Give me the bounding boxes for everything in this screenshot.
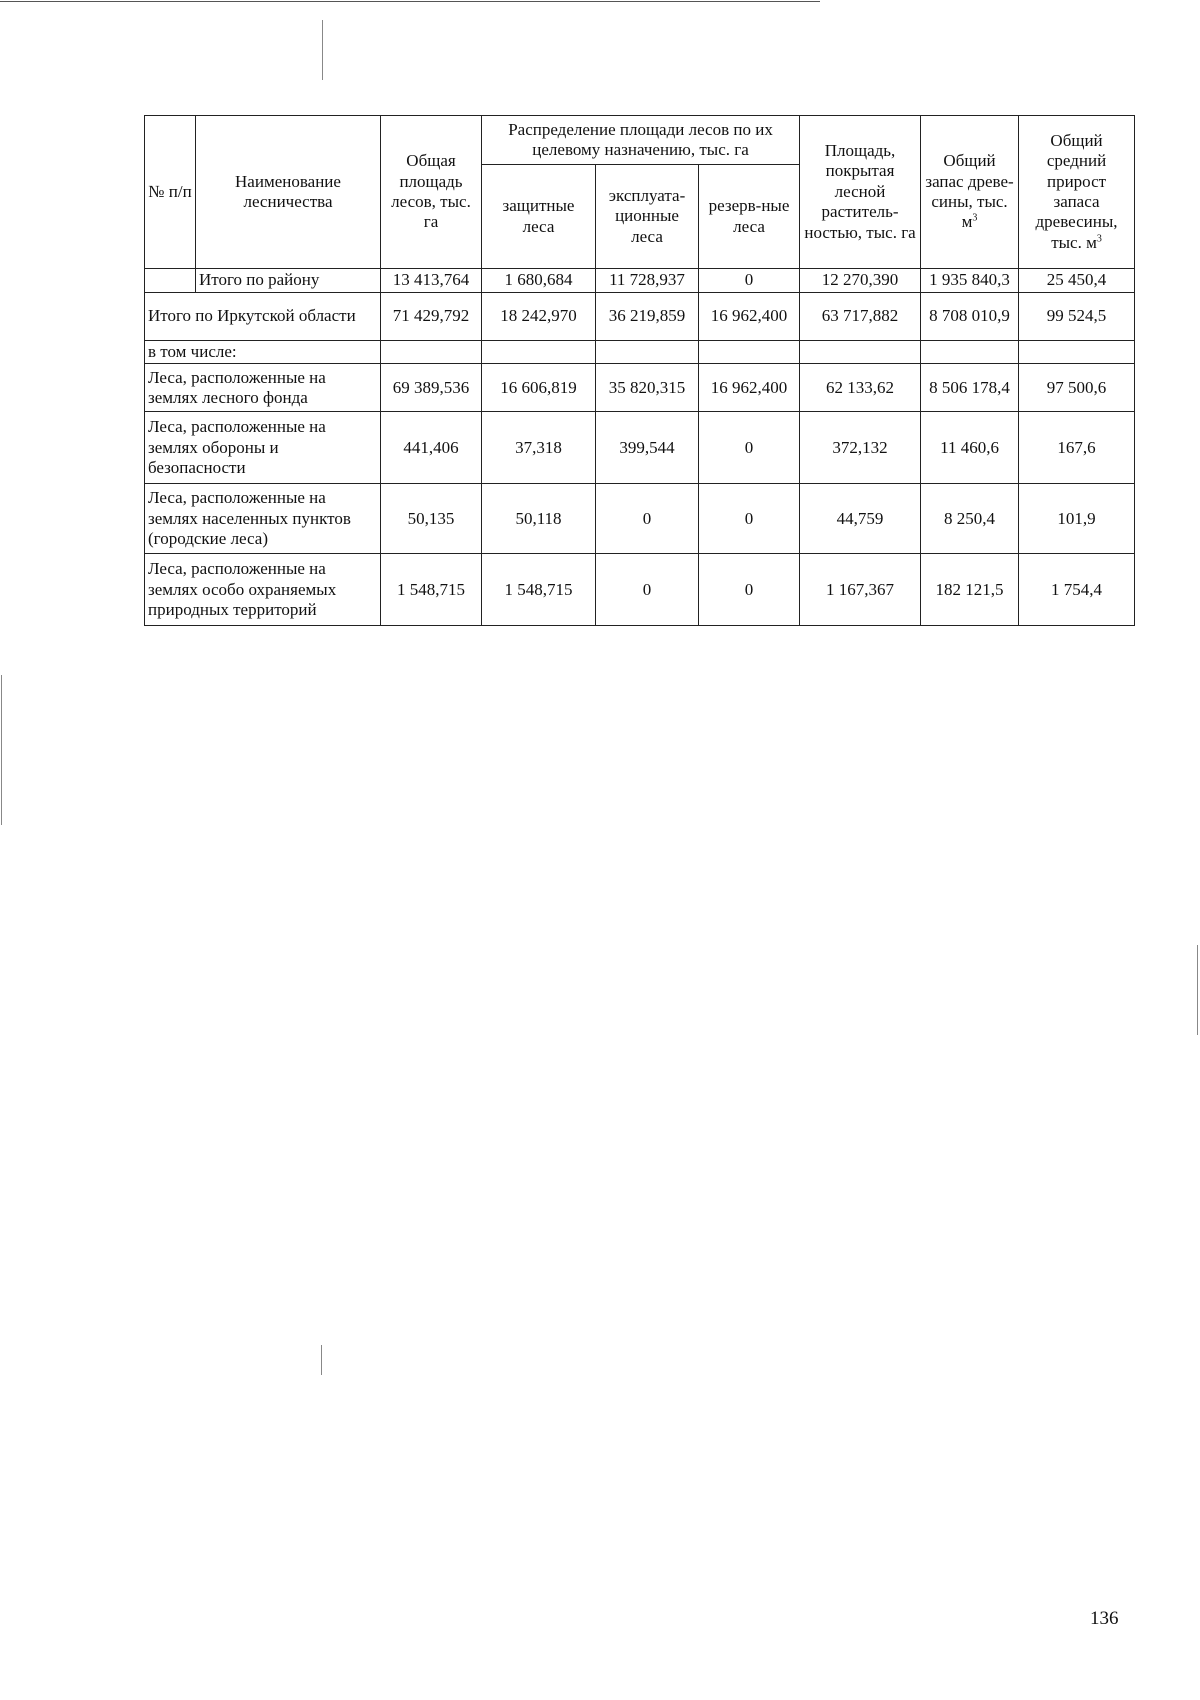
cell-growth: 25 450,4 (1019, 269, 1135, 293)
cell-exploitation: 0 (596, 484, 699, 554)
cell-growth: 101,9 (1019, 484, 1135, 554)
cell-protective: 18 242,970 (482, 293, 596, 341)
margin-mark (1, 675, 2, 825)
table-row-settlement-lands (145, 484, 1135, 554)
cell-empty (482, 341, 596, 364)
header-covered-area: Площадь, покрытая лесной раститель-ностью, тыс. га (800, 116, 921, 269)
cell-exploitation: 36 219,859 (596, 293, 699, 341)
cell-reserve: 0 (699, 269, 800, 293)
cell-reserve: 16 962,400 (699, 364, 800, 412)
header-name: Наименование лесничества (196, 116, 381, 269)
forest-area-table (144, 115, 1135, 626)
cell-empty (699, 341, 800, 364)
cell-num (145, 269, 196, 293)
cell-exploitation: 399,544 (596, 412, 699, 484)
cell-empty (596, 341, 699, 364)
cell-covered: 63 717,882 (800, 293, 921, 341)
cell-covered: 62 133,62 (800, 364, 921, 412)
cell-total: 13 413,764 (381, 269, 482, 293)
header-reserve: резерв-ные леса (699, 165, 800, 269)
cell-exploitation: 35 820,315 (596, 364, 699, 412)
table-row-forest-fund (145, 364, 1135, 412)
cell-name: Леса, расположенные на землях лесного фонда (145, 364, 381, 412)
cell-reserve: 16 962,400 (699, 293, 800, 341)
cell-name: в том числе: (145, 341, 381, 364)
cell-stock: 8 250,4 (921, 484, 1019, 554)
cell-stock: 11 460,6 (921, 412, 1019, 484)
table-row-protected-territories (145, 554, 1135, 626)
cell-stock: 8 708 010,9 (921, 293, 1019, 341)
header-stock-text: Общий запас древе-сины, тыс. м (925, 151, 1014, 232)
cell-covered: 12 270,390 (800, 269, 921, 293)
cell-empty (921, 341, 1019, 364)
header-num: № п/п (145, 116, 196, 269)
cell-name: Итого по району (196, 269, 381, 293)
header-growth-text: Общий средний прирост запаса древесины, тыс. м (1035, 130, 1118, 252)
cell-name: Итого по Иркутской области (145, 293, 381, 341)
header-stock (921, 116, 1019, 269)
cell-total: 71 429,792 (381, 293, 482, 341)
cell-protective: 16 606,819 (482, 364, 596, 412)
cell-total: 1 548,715 (381, 554, 482, 626)
cell-stock: 8 506 178,4 (921, 364, 1019, 412)
header-protective: защитные леса (482, 165, 596, 269)
cell-protective: 37,318 (482, 412, 596, 484)
scan-edge-line (0, 1, 820, 2)
cube-superscript: 3 (1096, 233, 1102, 245)
header-growth (1019, 116, 1135, 269)
cell-stock: 1 935 840,3 (921, 269, 1019, 293)
cell-growth: 97 500,6 (1019, 364, 1135, 412)
cell-reserve: 0 (699, 554, 800, 626)
cell-reserve: 0 (699, 484, 800, 554)
margin-mark (321, 1345, 322, 1375)
forest-area-table-wrapper (144, 115, 1134, 626)
cell-growth: 99 524,5 (1019, 293, 1135, 341)
header-exploitation: эксплуата-ционные леса (596, 165, 699, 269)
table-row-district-total (145, 269, 1135, 293)
page-number: 136 (1090, 1608, 1119, 1629)
table-row-defense-lands (145, 412, 1135, 484)
cell-exploitation: 11 728,937 (596, 269, 699, 293)
cell-protective: 50,118 (482, 484, 596, 554)
cube-superscript: 3 (972, 212, 978, 224)
cell-protective: 1 680,684 (482, 269, 596, 293)
cell-total: 69 389,536 (381, 364, 482, 412)
margin-mark (1197, 945, 1198, 1035)
cell-empty (800, 341, 921, 364)
cell-stock: 182 121,5 (921, 554, 1019, 626)
cell-exploitation: 0 (596, 554, 699, 626)
table-row-including (145, 341, 1135, 364)
cell-protective: 1 548,715 (482, 554, 596, 626)
cell-covered: 44,759 (800, 484, 921, 554)
cell-growth: 167,6 (1019, 412, 1135, 484)
cell-name: Леса, расположенные на землях обороны и безопасности (145, 412, 381, 484)
cell-growth: 1 754,4 (1019, 554, 1135, 626)
table-row-region-total (145, 293, 1135, 341)
header-total-area: Общая площадь лесов, тыс. га (381, 116, 482, 269)
cell-name: Леса, расположенные на землях населенных пунктов (городские леса) (145, 484, 381, 554)
cell-reserve: 0 (699, 412, 800, 484)
cell-covered: 1 167,367 (800, 554, 921, 626)
cell-total: 441,406 (381, 412, 482, 484)
cell-covered: 372,132 (800, 412, 921, 484)
header-distribution: Распределение площади лесов по их целевому назначению, тыс. га (482, 116, 800, 165)
header-row-top (145, 116, 1135, 165)
cell-name: Леса, расположенные на землях особо охраняемых природных территорий (145, 554, 381, 626)
cell-total: 50,135 (381, 484, 482, 554)
cell-empty (1019, 341, 1135, 364)
cell-empty (381, 341, 482, 364)
margin-mark (322, 20, 323, 80)
